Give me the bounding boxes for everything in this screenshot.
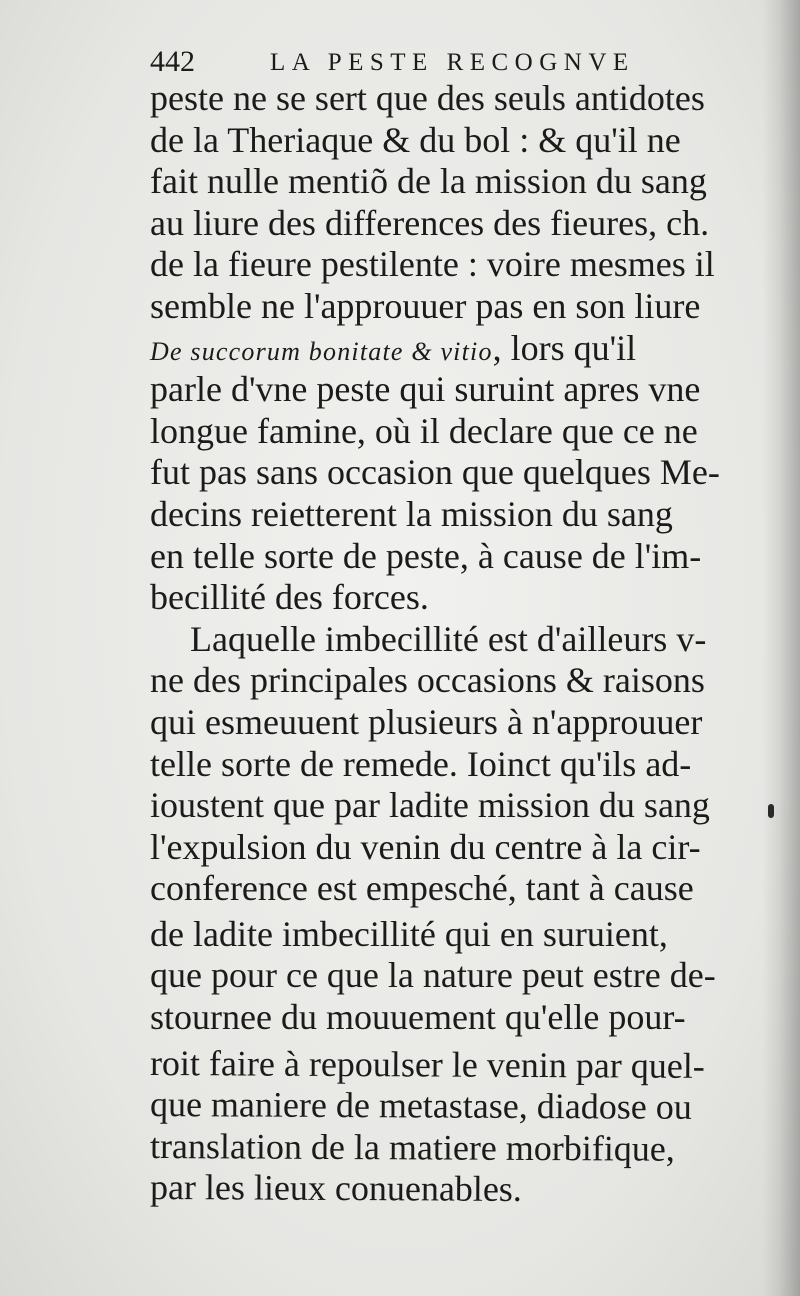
text-line: parle d'vne peste qui suruint apres vne [150,369,701,410]
text-line: que pour ce que la nature peut estre de- [150,955,716,996]
text-line: fait nulle mentiõ de la mission du sang [150,161,707,202]
paragraph-1 [150,78,720,619]
text-line: de la Theriaque & du bol : & qu'il ne [150,119,681,160]
page-number: 442 [150,45,195,78]
text-line: par les lieux conuenables. [149,1167,522,1210]
text-line: de ladite imbecillité qui en suruient, [150,913,668,954]
text-line-with-title [150,328,715,370]
book-title-italic: De succorum bonitate & vitio [150,336,493,366]
text-line: translation de la matiere morbifique, [149,1125,675,1169]
text-line: de la fieure pestilente : voire mesmes il [150,244,715,285]
text-line: longue famine, où il declare que ce ne [150,410,698,451]
text-line: becillité des forces. [150,577,429,618]
text-line: peste ne se sert que des seuls antidotes [150,78,705,118]
body-text [149,78,720,1210]
text-line: semble ne l'approuuer pas en son liure [150,285,701,326]
text-line: Laquelle imbecillité est d'ailleurs v- [190,618,707,659]
text-line: stournee du mouuement qu'elle pour- [150,997,686,1038]
text-line: conference est empesché, tant à cause [150,868,694,909]
text-line: ioustent que par ladite mission du sang [150,785,710,826]
text-line: decins reietterent la mission du sang [150,493,673,534]
text-line: roit faire à repoulser le venin par quel- [149,1042,705,1086]
text-line: que maniere de metastase, diadose ou [149,1084,692,1128]
text-line: fut pas sans occasion que quelques Me- [150,452,720,493]
ink-speck [768,804,774,818]
text-line: qui esmeuuent plusieurs à n'approuuer [150,701,703,742]
text-line: au liure des differences des fieures, ch. [150,202,710,243]
text-line: l'expulsion du venin du centre à la cir- [150,826,701,867]
text-line: telle sorte de remede. Ioinct qu'ils ad- [150,743,692,784]
text-line: en telle sorte de peste, à cause de l'im- [150,535,702,576]
paragraph-2 [149,618,716,1210]
page-gutter-shadow [762,0,800,1296]
page-header [150,44,710,80]
text-line: ne des principales occasions & raisons [150,660,705,701]
text-line-rest: , lors qu'il [492,327,637,368]
running-title: LA PESTE RECOGNVE [270,49,635,76]
